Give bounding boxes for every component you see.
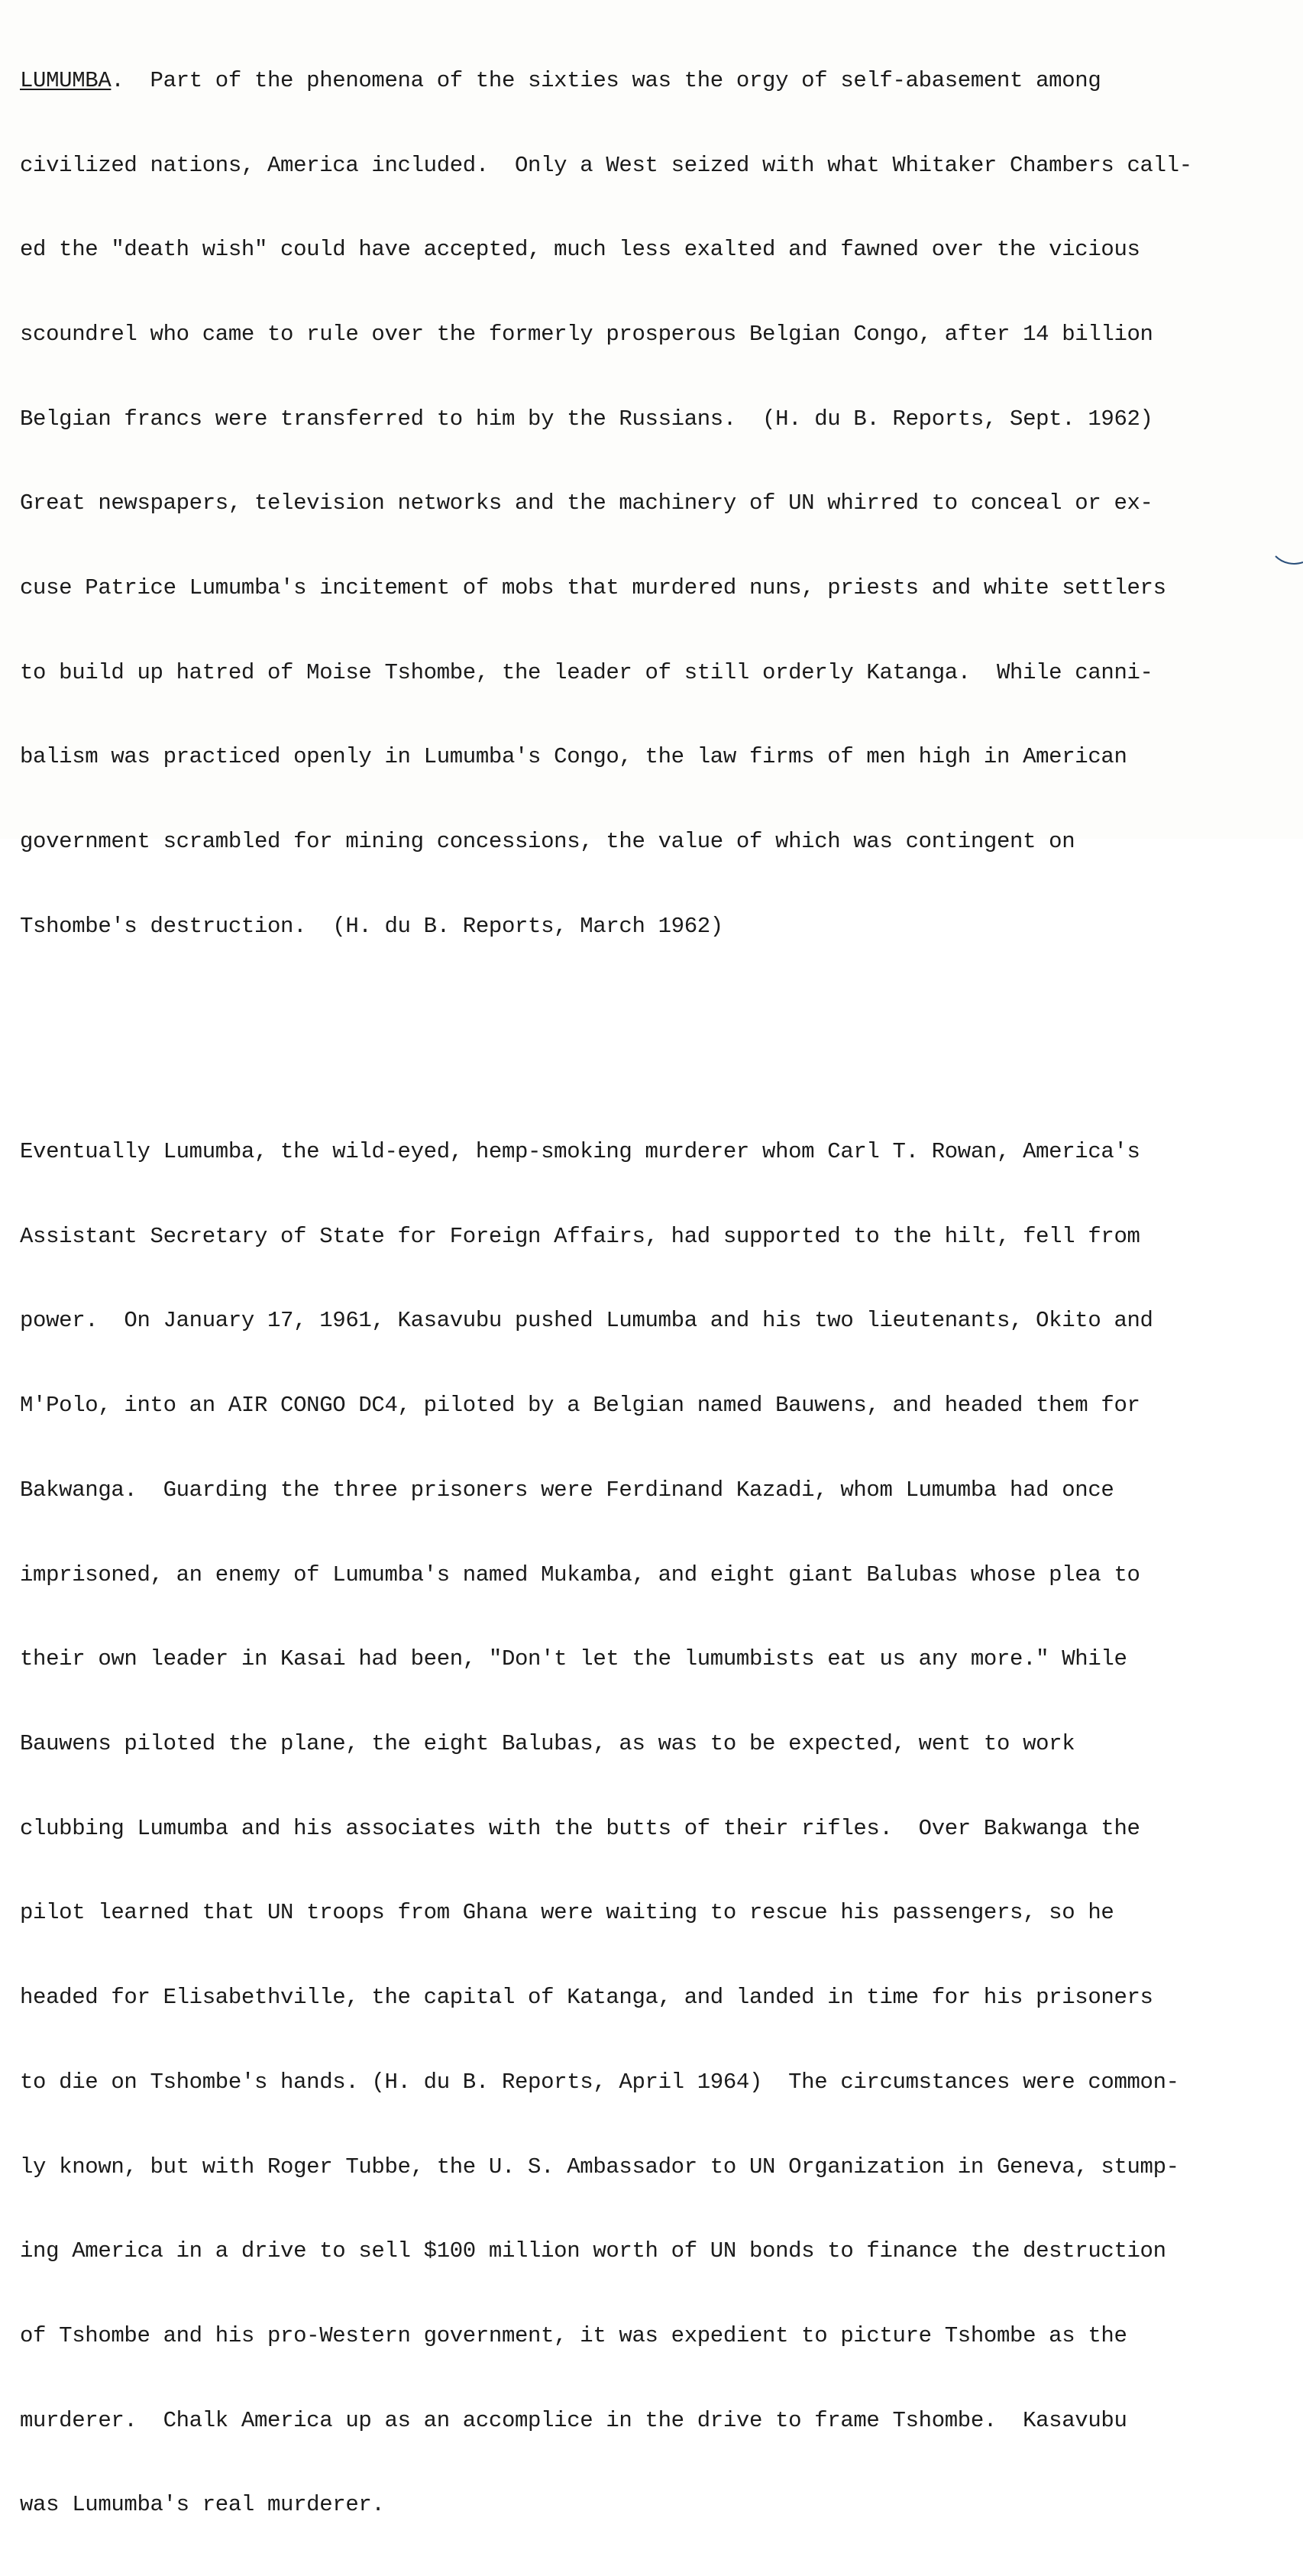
paragraph-2-line-14: ing America in a drive to sell $100 million worth of UN bonds to finance the destruction: [20, 2238, 1166, 2264]
paragraph-1-line-10: government scrambled for mining concessions, the value of which was contingent on: [20, 829, 1075, 855]
paragraph-2-line-12: to die on Tshombe's hands. (H. du B. Reports, April 1964) The circumstances were common-: [20, 2069, 1179, 2095]
paragraph-2-line-13: ly known, but with Roger Tubbe, the U. S. Ambassador to UN Organization in Geneva, stump-: [20, 2154, 1179, 2180]
paragraph-2-line-7: their own leader in Kasai had been, "Don't let the lumumbists eat us any more." While: [20, 1646, 1127, 1672]
paragraph-1-line-11: Tshombe's destruction. (H. du B. Reports, March 1962): [20, 913, 723, 939]
paragraph-1-line-2: civilized nations, America included. Only a West seized with what Whitaker Chambers call-: [20, 152, 1192, 178]
paragraph-2-line-9: clubbing Lumumba and his associates with the butts of their rifles. Over Bakwanga the: [20, 1815, 1140, 1841]
paragraph-2-line-8: Bauwens piloted the plane, the eight Balubas, as was to be expected, went to work: [20, 1730, 1075, 1756]
paragraph-2-line-16: murderer. Chalk America up as an accomplice in the drive to frame Tshombe. Kasavubu: [20, 2407, 1127, 2433]
paragraph-2-line-2: Assistant Secretary of State for Foreign Affairs, had supported to the hilt, fell from: [20, 1223, 1140, 1249]
paragraph-2-line-6: imprisoned, an enemy of Lumumba's named Mukamba, and eight giant Balubas whose plea to: [20, 1561, 1140, 1587]
paragraph-2-line-4: M'Polo, into an AIR CONGO DC4, piloted by a Belgian named Bauwens, and headed them for: [20, 1393, 1140, 1419]
paragraph-2-line-11: headed for Elisabethville, the capital of Katanga, and landed in time for his prisoners: [20, 1985, 1153, 2011]
paragraph-2-line-15: of Tshombe and his pro-Western government, it was expedient to picture Tshombe as the: [20, 2322, 1127, 2348]
paragraph-1-line-3: ed the "death wish" could have accepted, much less exalted and fawned over the vicious: [20, 237, 1140, 263]
paragraph-1-line-5: Belgian francs were transferred to him by the Russians. (H. du B. Reports, Sept. 1962): [20, 406, 1153, 432]
typed-text-block: [20, 11, 1280, 2576]
paragraph-1-line-9: balism was practiced openly in Lumumba's Congo, the law firms of men high in American: [20, 744, 1127, 770]
paragraph-2-line-3: power. On January 17, 1961, Kasavubu pushed Lumumba and his two lieutenants, Okito and: [20, 1308, 1153, 1334]
paragraph-1-line-4: scoundrel who came to rule over the formerly prosperous Belgian Congo, after 14 billion: [20, 321, 1153, 347]
paragraph-2-line-17: was Lumumba's real murderer.: [20, 2492, 385, 2518]
section-heading: LUMUMBA: [20, 67, 112, 93]
paragraph-2-line-5: Bakwanga. Guarding the three prisoners were Ferdinand Kazadi, whom Lumumba had once: [20, 1477, 1114, 1503]
paragraph-1-line-8: to build up hatred of Moise Tshombe, the leader of still orderly Katanga. While canni-: [20, 659, 1153, 685]
paragraph-1-line-6: Great newspapers, television networks and the machinery of UN whirred to conceal or ex-: [20, 490, 1153, 516]
paragraph-1-line-1-text: . Part of the phenomena of the sixties was the orgy of self-abasement among: [111, 67, 1101, 93]
paragraph-2-line-10: pilot learned that UN troops from Ghana were waiting to rescue his passengers, so he: [20, 1900, 1114, 1926]
paragraph-2-line-1: Eventually Lumumba, the wild-eyed, hemp-smoking murderer whom Carl T. Rowan, America's: [20, 1139, 1140, 1165]
margin-scan-mark: [1274, 552, 1303, 568]
paragraph-1-line-7: cuse Patrice Lumumba's incitement of mobs that murdered nuns, priests and white settlers: [20, 575, 1166, 601]
paragraph-gap: [20, 1025, 1280, 1053]
paragraph-1-line-1: [20, 67, 1280, 95]
